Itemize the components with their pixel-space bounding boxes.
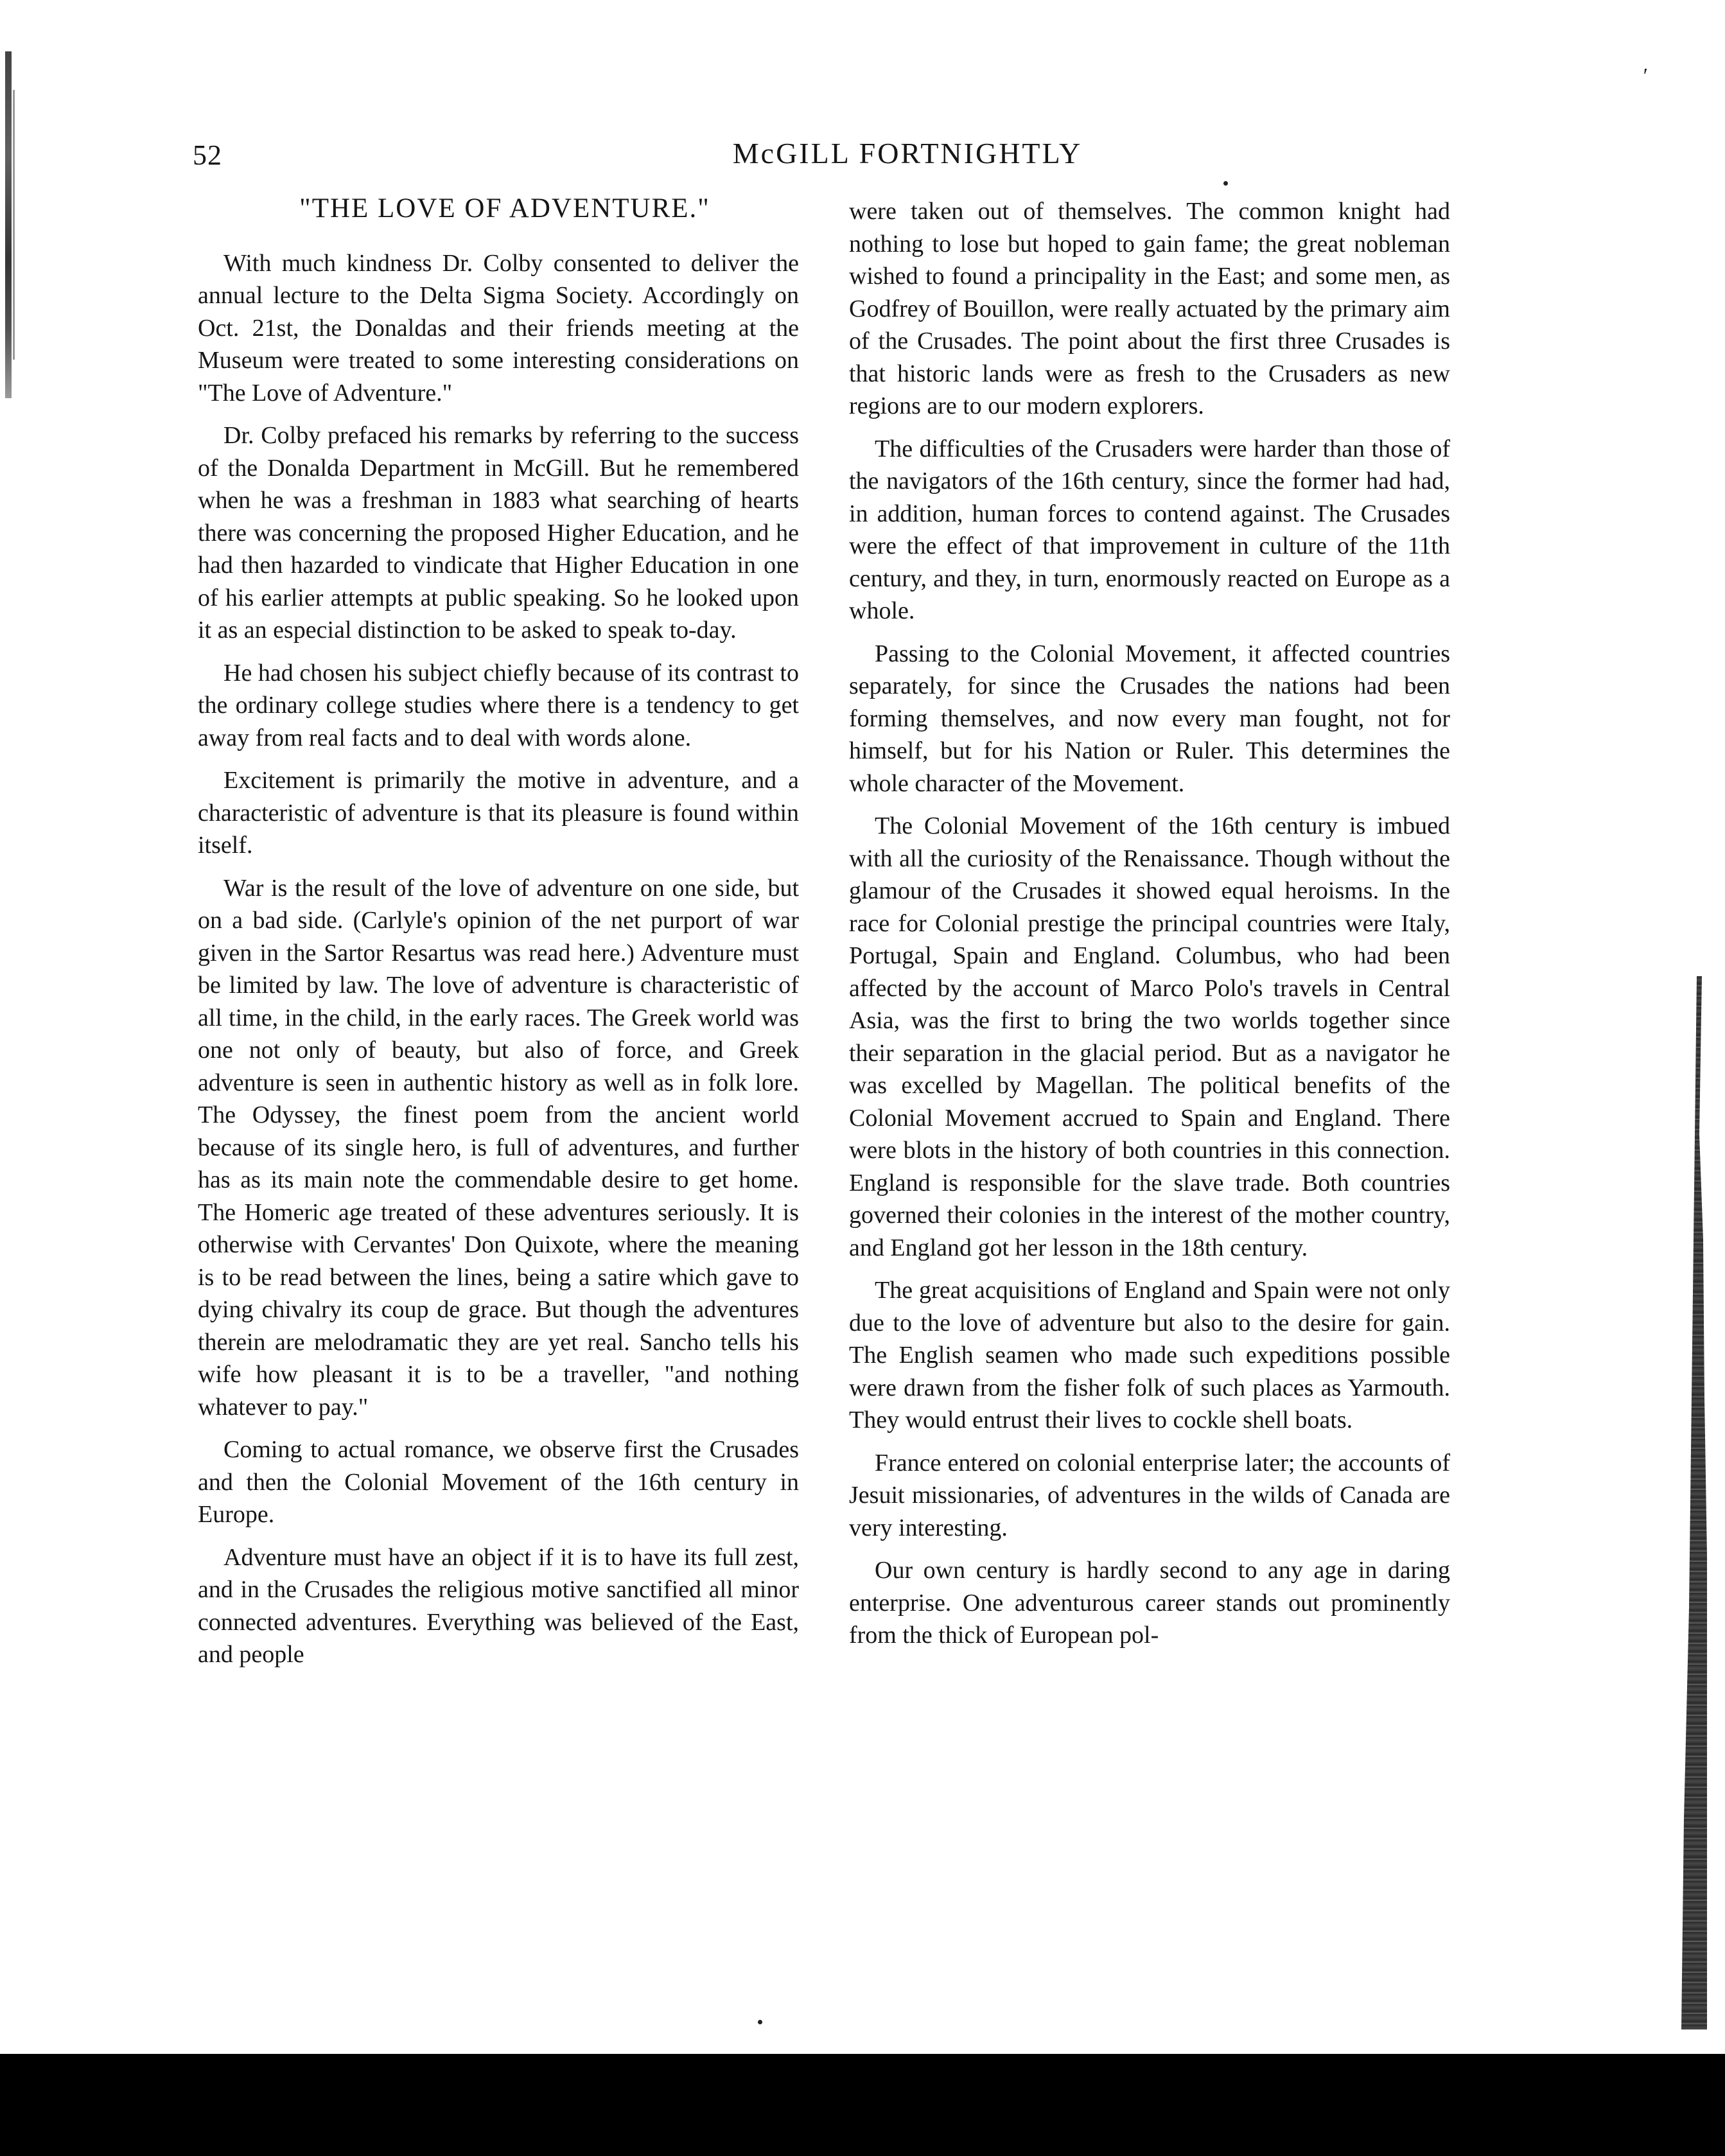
paragraph: The Colonial Movement of the 16th century is imbued with all the curiosity of the Renaissance. Though without the glamour of the Crusades it showed equal heroisms. In the race for Colonial prestige the principal countries were Italy, Portugal, Spain and England. Columbus, who had been affected by the account of Marco Polo's travels in Central Asia, was the first to bring the two worlds together since their separation in the glacial period. But as a navigator he was excelled by Magellan. The political benefits of the Colonial Movement accrued to Spain and England. There were blots in the history of both countries in this connection. England is responsible for the slave trade. Both countries governed their colonies in the interest of the mother country, and England got her lesson in the 18th century.	[849, 812, 1450, 1261]
article-title: "THE LOVE OF ADVENTURE."	[299, 193, 710, 223]
scan-edge-bottom	[0, 2054, 1725, 2156]
scan-speck-dot	[758, 2020, 762, 2024]
scan-edge-left-line	[13, 90, 15, 360]
paragraph: were taken out of themselves. The common knight had nothing to lose but hoped to gain fame; the great nobleman wished to found a principality in the East; and some men, as Godfrey of Bouillon, were really actuated by the primary aim of the Crusades. The point about the first three Crusades is that historic lands were as fresh to the Crusaders as new regions are to our modern explorers.	[849, 198, 1450, 419]
left-column	[198, 193, 799, 1681]
scan-speck-mark: ′	[1643, 64, 1648, 88]
paragraph: Excitement is primarily the motive in adventure, and a characteristic of adventure is that its pleasure is found within itself.	[198, 767, 799, 859]
paragraph: War is the result of the love of adventure on one side, but on a bad side. (Carlyle's opinion of the net purport of war given in the Sartor Resartus was read here.) Adventure must be limited by law. The love of adventure is characteristic of all time, in the child, in the early races. The Greek world was one not only of beauty, but also of force, and Greek adventure is seen in authentic history as well as in folk lore. The Odyssey, the finest poem from the ancient world because of its single hero, is full of adventures, and further has as its main note the commendable desire to get home. The Homeric age treated of these adventures seriously. It is otherwise with Cervantes' Don Quixote, where the meaning is to be read between the lines, being a satire which gave to dying chivalry its coup de grace. But though the adventures therein are melodramatic they are yet real. Sancho tells his wife how pleasant it is to be a traveller, "and nothing whatever to pay."	[198, 874, 799, 1421]
paragraph: Passing to the Colonial Movement, it affected countries separately, for since the Crusades the nations had been forming themselves, and now every man fought, not for himself, but for his Nation or Ruler. This determines the whole character of the Movement.	[849, 640, 1450, 797]
paragraph: The great acquisitions of England and Spain were not only due to the love of adventure but also to the desire for gain. The English seamen who made such expeditions possible were drawn from the fisher folk of such places as Yarmouth. They would entrust their lives to cockle shell boats.	[849, 1277, 1450, 1433]
paragraph: With much kindness Dr. Colby consented to deliver the annual lecture to the Delta Sigma Society. Accordingly on Oct. 21st, the Donaldas and their friends meeting at the Museum were treated to some interesting considerations on "The Love of Adventure."	[198, 249, 799, 407]
paragraph: Adventure must have an object if it is to have its full zest, and in the Crusades the religious motive sanctified all minor connected adventures. Everything was believed of the East, and people	[198, 1543, 799, 1668]
paragraph: Our own century is hardly second to any age in daring enterprise. One adventurous career stands out prominently from the thick of European pol-	[849, 1557, 1450, 1649]
paragraph: France entered on colonial enterprise later; the accounts of Jesuit missionaries, of adventures in the wilds of Canada are very interesting.	[849, 1449, 1450, 1541]
scan-speck-dot	[1223, 181, 1228, 186]
paragraph: The difficulties of the Crusaders were harder than those of the navigators of the 16th century, since the former had had, in addition, human forces to contend against. The Crusades were the effect of that improvement in culture of the 11th century, and they, in turn, enormously reacted on Europe as a whole.	[849, 435, 1450, 624]
scan-edge-left	[5, 51, 12, 398]
running-head: McGILL FORTNIGHTLY	[732, 137, 1083, 170]
paragraph: Coming to actual romance, we observe first the Crusades and then the Colonial Movement of the 16th century in Europe.	[198, 1436, 799, 1528]
paragraph: He had chosen his subject chiefly because of its contrast to the ordinary college studies where there is a tendency to get away from real facts and to deal with words alone.	[198, 659, 799, 751]
page-number: 52	[193, 139, 222, 171]
scan-edge-right	[1681, 976, 1707, 2029]
right-column	[849, 195, 1450, 1662]
paragraph: Dr. Colby prefaced his remarks by referring to the success of the Donalda Department in McGill. But he remembered when he was a freshman in 1883 what searching of hearts there was concerning the proposed Higher Education, and he had then hazarded to vindicate that Higher Education in one of his earlier attempts at public speaking. So he looked upon it as an especial distinction to be asked to speak to-day.	[198, 422, 799, 644]
